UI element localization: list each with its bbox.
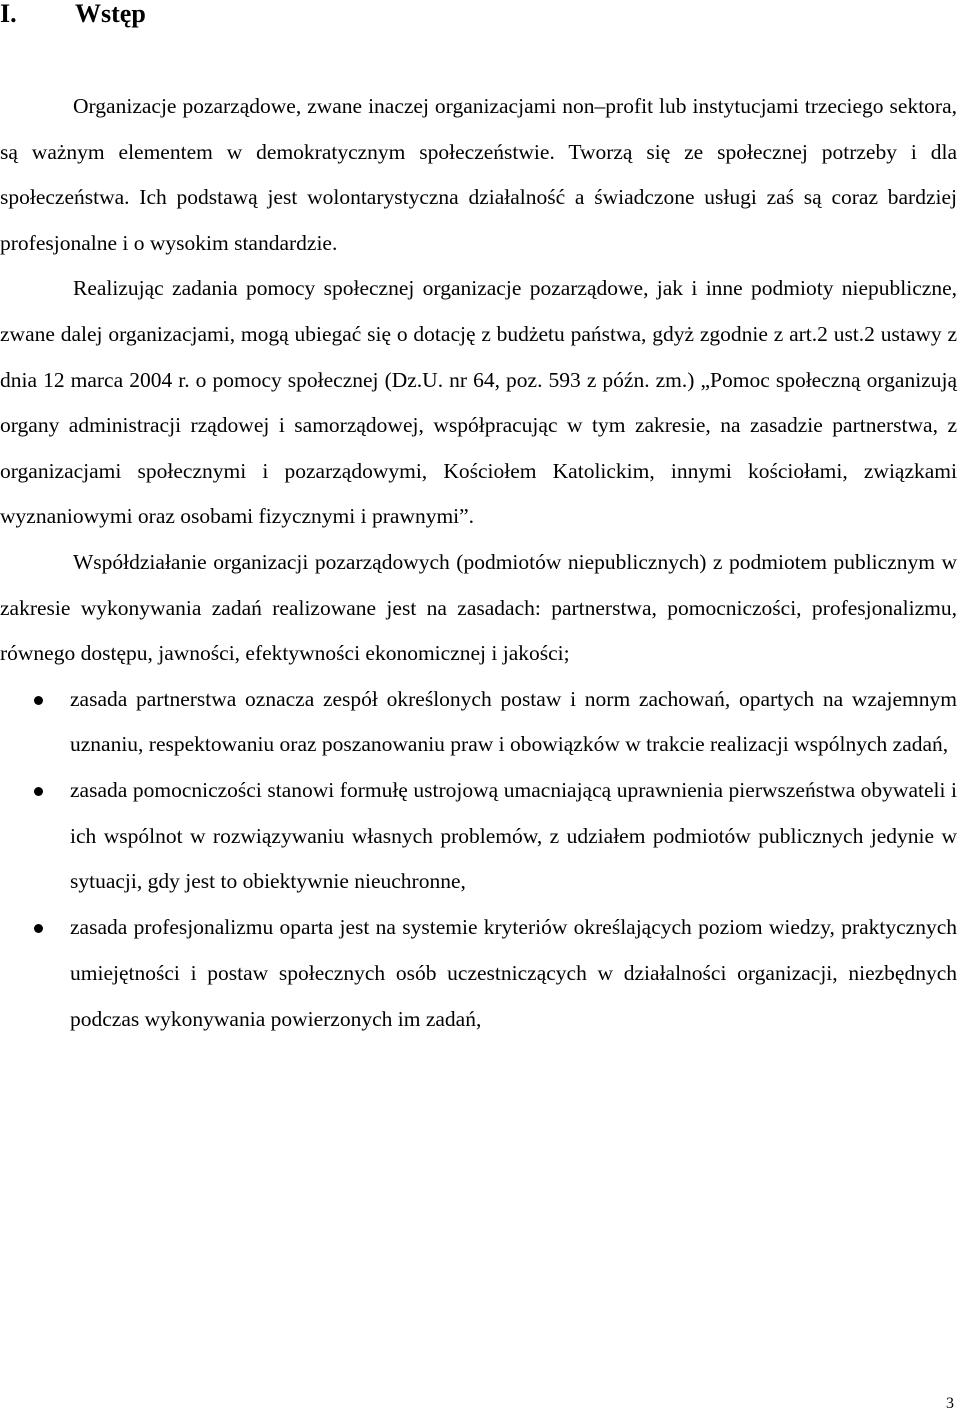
list-item-text: zasada partnerstwa oznacza zespół określonych postaw i norm zachowań, opartych na wzajemnym uznaniu, respektowaniu oraz poszanowaniu praw i obowiązków w trakcie realizacji wspólnych zadań, [70,686,957,757]
list-item-text: zasada profesjonalizmu oparta jest na systemie kryteriów określających poziom wiedzy, praktycznych umiejętności i postaw społecznych osób uczestniczących w działalności organizacji, niezbędnych podczas wykonywania powierzonych im zadań, [70,915,957,1031]
bullet-icon [34,696,43,705]
principles-list [0,677,957,1043]
list-item [0,768,957,905]
document-body [0,84,957,1042]
section-number: I. [0,0,17,28]
bullet-icon [34,787,43,796]
section-heading [0,0,146,28]
list-item [0,905,957,1042]
page-number: 3 [946,1395,954,1412]
paragraph-intro: Organizacje pozarządowe, zwane inaczej organizacjami non–profit lub instytucjami trzeciego sektora, są ważnym elementem w demokratycznym społeczeństwie. Tworzą się ze społecznej potrzeby i dla społeczeństwa. Ich podstawą jest wolontarystyczna działalność a świadczone usługi zaś są coraz bardziej profesjonalne i o wysokim standardzie. [0,94,957,255]
list-item-text: zasada pomocniczości stanowi formułę ustrojową umacniającą uprawnienia pierwszeństwa obywateli i ich wspólnot w rozwiązywaniu własnych problemów, z udziałem podmiotów publicznych jedynie w sytuacji, gdy jest to obiektywnie nieuchronne, [70,778,957,894]
bullet-icon [34,924,43,933]
paragraph-legal-basis: Realizując zadania pomocy społecznej organizacje pozarządowe, jak i inne podmioty niepubliczne, zwane dalej organizacjami, mogą ubiegać się o dotację z budżetu państwa, gdyż zgodnie z art.2 ust.2 ustawy z dnia 12 marca 2004 r. o pomocy społecznej (Dz.U. nr 64, poz. 593 z późn. zm.) „Pomoc społeczną organizują organy administracji rządowej i samorządowej, współpracując w tym zakresie, na zasadzie partnerstwa, z organizacjami społecznymi i pozarządowymi, Kościołem Katolickim, innymi kościołami, związkami wyznaniowymi oraz osobami fizycznymi i prawnymi”. [0,276,957,529]
section-title: Wstęp [75,0,146,28]
paragraph-principles: Współdziałanie organizacji pozarządowych (podmiotów niepublicznych) z podmiotem publicznym w zakresie wykonywania zadań realizowane jest na zasadach: partnerstwa, pomocniczości, profesjonalizmu, równego dostępu, jawności, efektywności ekonomicznej i jakości; [0,549,957,666]
list-item [0,677,957,768]
